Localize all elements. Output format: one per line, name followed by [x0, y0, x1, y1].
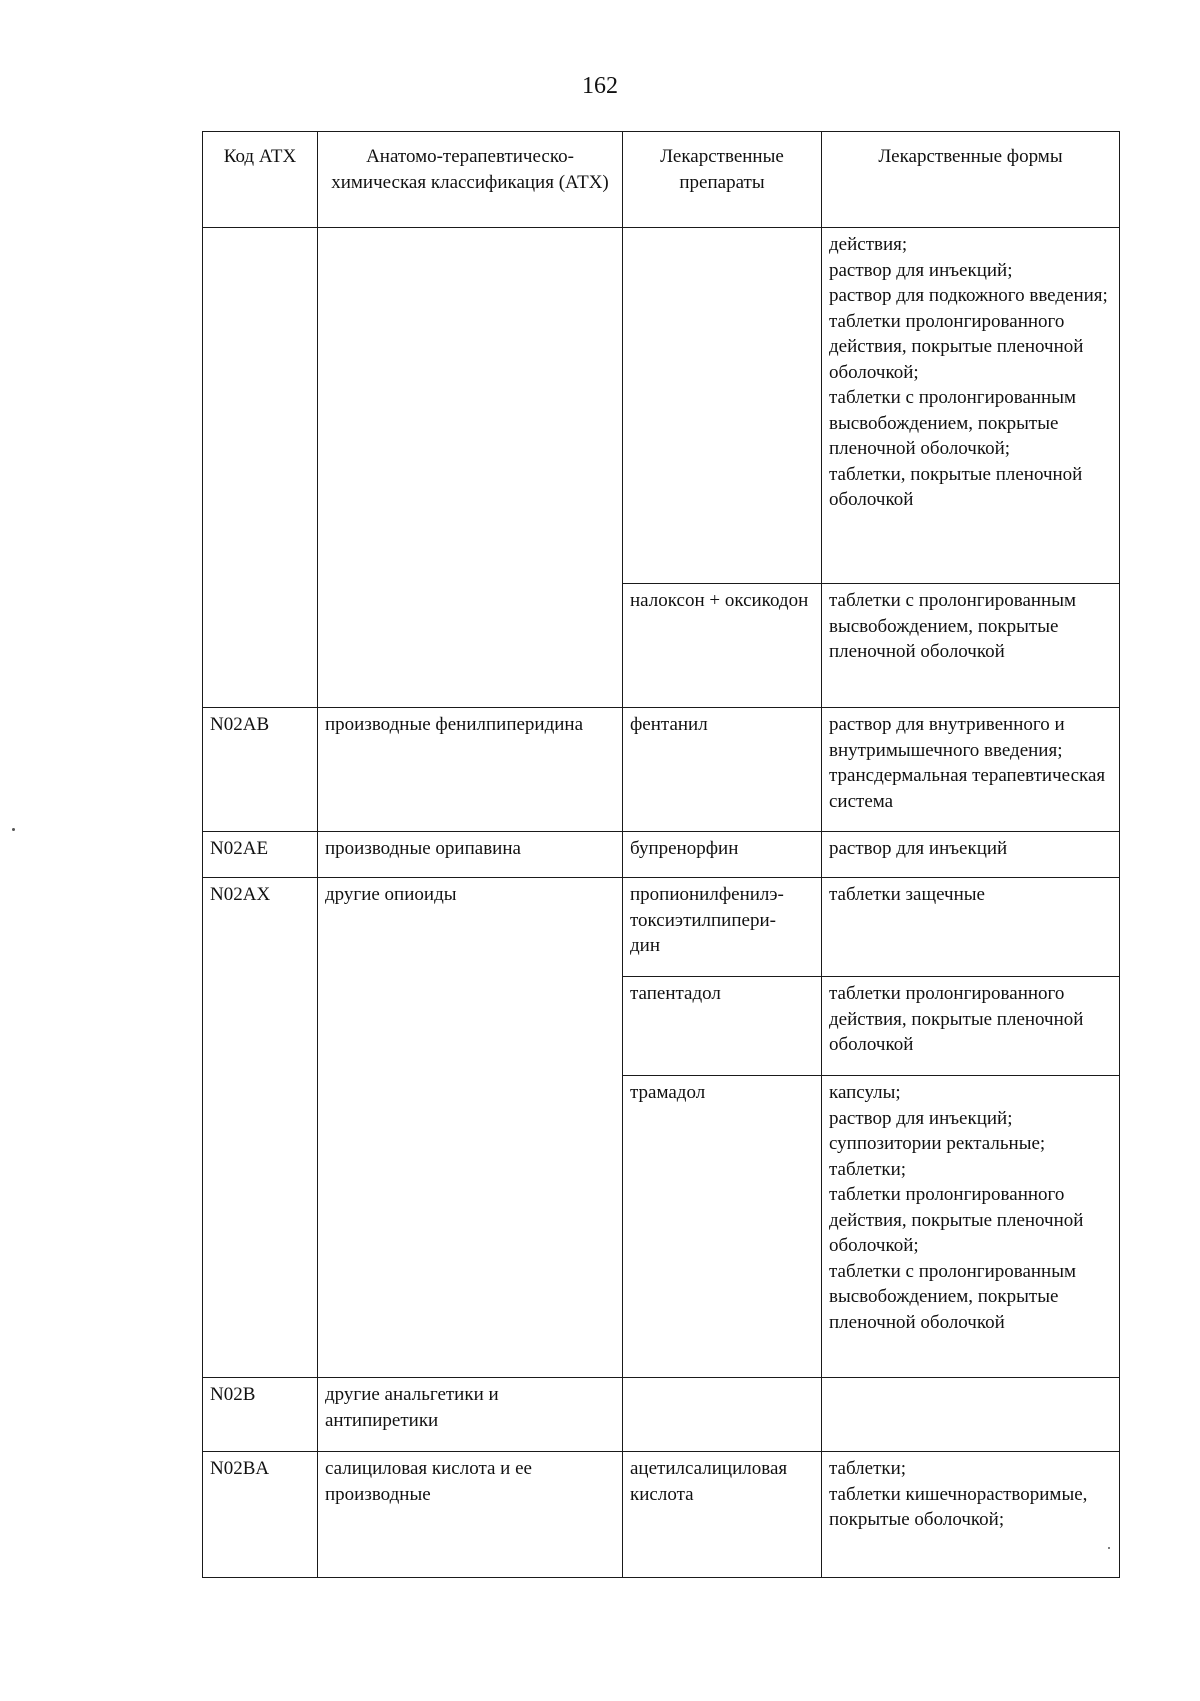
drug-cell: бупренорфин — [623, 832, 822, 878]
forms-cell — [822, 1378, 1120, 1452]
classification-cell: другие опиоиды — [318, 878, 623, 1378]
classification-cell: производные фенилпиперидина — [318, 708, 623, 832]
classification-cell: другие анальгетики и антипиретики — [318, 1378, 623, 1452]
scan-speck — [1108, 1547, 1110, 1549]
header-drugs: Лекарственные препараты — [623, 132, 822, 228]
header-atx-classification: Анатомо-терапевтическо-химическая классификация (АТХ) — [318, 132, 623, 228]
drug-cell: пропионилфенилэ- токсиэтилпипери- дин — [623, 878, 822, 977]
scan-speck — [12, 828, 15, 831]
code-cell: N02B — [203, 1378, 318, 1452]
forms-cell: таблетки защечные — [822, 878, 1120, 977]
forms-cell: таблетки пролонгированного действия, покрытые пленочной оболочкой — [822, 977, 1120, 1076]
page-number: 162 — [582, 73, 618, 99]
forms-cell: раствор для инъекций — [822, 832, 1120, 878]
forms-cell: таблетки с пролонгированным высвобождением, покрытые пленочной оболочкой — [822, 584, 1120, 708]
forms-cell: действия; раствор для инъекций; раствор для подкожного введения; таблетки пролонгированного действия, покрытые пленочной оболочкой; таблетки с пролонгированным высвобождением, покрытые пленочной оболочкой; таблетки, покрытые пленочной оболочкой — [822, 228, 1120, 584]
drug-cell: фентанил — [623, 708, 822, 832]
classification-cell: салициловая кислота и ее производные — [318, 1452, 623, 1578]
drug-cell — [623, 1378, 822, 1452]
drug-cell: трамадол — [623, 1076, 822, 1378]
drug-cell: тапентадол — [623, 977, 822, 1076]
forms-cell: раствор для внутривенного и внутримышечного введения; трансдермальная терапевтическая система — [822, 708, 1120, 832]
header-dosage-forms: Лекарственные формы — [822, 132, 1120, 228]
classification-cell — [318, 228, 623, 708]
forms-cell: таблетки; таблетки кишечнорастворимые, покрытые оболочкой; — [822, 1452, 1120, 1578]
code-cell — [203, 228, 318, 708]
forms-cell: капсулы; раствор для инъекций; суппозитории ректальные; таблетки; таблетки пролонгированного действия, покрытые пленочной оболочкой; таблетки с пролонгированным высвобождением, покрытые пленочной оболочкой — [822, 1076, 1120, 1378]
code-cell: N02AB — [203, 708, 318, 832]
table-row — [203, 708, 1120, 832]
table-row — [203, 1452, 1120, 1578]
code-cell: N02AE — [203, 832, 318, 878]
drug-cell — [623, 228, 822, 584]
drug-cell: налоксон + оксикодон — [623, 584, 822, 708]
atx-table — [202, 131, 1120, 1578]
classification-cell: производные орипавина — [318, 832, 623, 878]
table-header-row — [203, 132, 1120, 228]
table-row — [203, 878, 1120, 977]
table-row — [203, 228, 1120, 584]
code-cell: N02BA — [203, 1452, 318, 1578]
code-cell: N02AX — [203, 878, 318, 1378]
header-atx-code: Код АТХ — [203, 132, 318, 228]
drug-cell: ацетилсалициловая кислота — [623, 1452, 822, 1578]
table-row — [203, 1378, 1120, 1452]
table-row — [203, 832, 1120, 878]
